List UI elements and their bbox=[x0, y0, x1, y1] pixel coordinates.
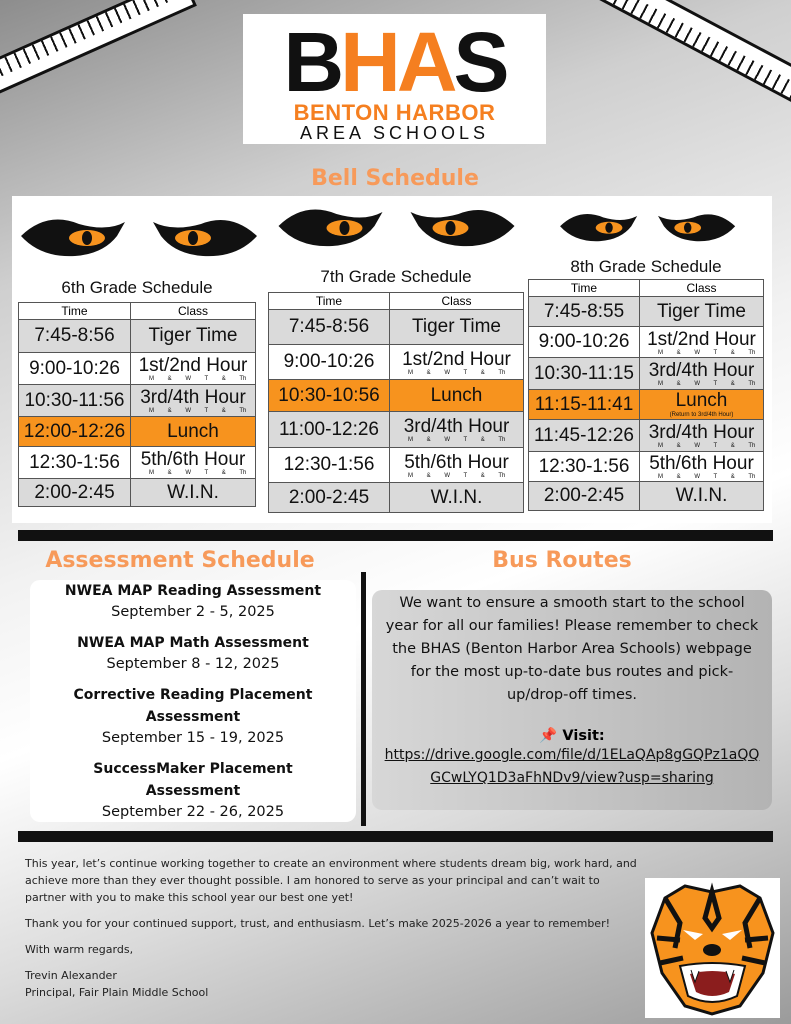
ruler-decoration-left bbox=[0, 0, 197, 99]
ruler-decoration-right bbox=[582, 0, 791, 113]
day-labels: M & W T & Th bbox=[658, 349, 756, 356]
table-row: 12:00-12:26 Lunch bbox=[19, 417, 256, 447]
bus-routes-title: Bus Routes bbox=[492, 548, 632, 573]
assessment-name: SuccessMaker Placement Assessment bbox=[93, 761, 293, 799]
table-row: 2:00-2:45 W.I.N. bbox=[19, 479, 256, 507]
bhas-logo bbox=[243, 14, 546, 144]
col-header-class: Class bbox=[390, 293, 524, 310]
col-header-class: Class bbox=[640, 280, 764, 297]
pushpin-icon: 📌 bbox=[539, 728, 558, 744]
tiger-eyes-icon bbox=[17, 206, 262, 268]
grade-6-title: 6th Grade Schedule bbox=[61, 278, 213, 297]
table-row: 11:15-11:41 Lunch (Return to 3rd/4th Hour) bbox=[529, 390, 764, 420]
table-row: 10:30-11:56 3rd/4th Hour M & W T & Th bbox=[19, 385, 256, 417]
table-row: 10:30-11:15 3rd/4th Hour M & W T & Th bbox=[529, 358, 764, 390]
letter-paragraph: This year, let’s continue working together to create an environment where students dream big, work hard, and achieve more than they ever thought possible. I am honored to serve as your principal and can’t wait to partner with you to make this school year our best one yet! bbox=[25, 857, 637, 904]
assessment-name: NWEA MAP Reading Assessment bbox=[64, 583, 322, 599]
col-header-class: Class bbox=[131, 303, 256, 320]
principal-letter bbox=[25, 855, 640, 1001]
table-row: 12:30-1:56 5th/6th Hour M & W T & Th bbox=[269, 448, 524, 483]
day-labels: M & W T & Th bbox=[658, 443, 756, 449]
vertical-divider bbox=[361, 572, 366, 826]
letter-closing: With warm regards, bbox=[25, 943, 134, 956]
grade-7-table bbox=[268, 292, 524, 513]
day-labels: M & W T & Th bbox=[149, 470, 247, 476]
logo-line-1: BENTON HARBOR bbox=[293, 100, 496, 125]
table-row: 11:00-12:26 3rd/4th Hour M & W T & Th bbox=[269, 412, 524, 448]
table-row: 12:30-1:56 5th/6th Hour M & W T & Th bbox=[19, 447, 256, 479]
table-row: 9:00-10:26 1st/2nd Hour M & W T & Th bbox=[19, 353, 256, 385]
table-row: 9:00-10:26 1st/2nd Hour M & W T & Th bbox=[269, 345, 524, 380]
grade-7-title: 7th Grade Schedule bbox=[320, 267, 472, 286]
table-row: 9:00-10:26 1st/2nd Hour M & W T & Th bbox=[529, 327, 764, 358]
assessment-date: September 8 - 12, 2025 bbox=[106, 656, 280, 672]
table-row: 11:45-12:26 3rd/4th Hour M & W T & Th bbox=[529, 420, 764, 452]
assessment-date: September 15 - 19, 2025 bbox=[101, 730, 285, 746]
grade-8-table bbox=[528, 279, 764, 511]
visit-label: 📌 Visit: bbox=[539, 728, 605, 744]
assessment-schedule-title: Assessment Schedule bbox=[45, 548, 315, 573]
day-labels: M & W T & Th bbox=[408, 369, 506, 376]
day-labels: M & W T & Th bbox=[658, 381, 756, 387]
table-row: 10:30-10:56 Lunch bbox=[269, 380, 524, 412]
table-row: 2:00-2:45 W.I.N. bbox=[529, 482, 764, 511]
divider-bar-bottom bbox=[18, 831, 773, 842]
bus-routes-link[interactable]: https://drive.google.com/file/d/1ELaQAp8gGQPz1aQQGCwLYQ1D3aFhNDv9/view?usp=sharing bbox=[384, 747, 760, 786]
table-row: 7:45-8:56 Tiger Time bbox=[269, 310, 524, 345]
day-labels: M & W T & Th bbox=[408, 437, 506, 443]
assessment-date: September 22 - 26, 2025 bbox=[101, 804, 285, 820]
principal-role: Principal, Fair Plain Middle School bbox=[25, 986, 209, 999]
tiger-eyes-icon bbox=[268, 196, 526, 258]
grade-6-table bbox=[18, 302, 256, 507]
day-labels: M & W T & Th bbox=[658, 474, 756, 480]
bus-routes-text: We want to ensure a smooth start to the school year for all our families! Please remember to check the BHAS (Benton Harbor Area Schools) webpage for the most up-to-date bus routes and pick-up/drop-off times. bbox=[385, 595, 759, 703]
tiger-mascot-icon bbox=[645, 878, 780, 1018]
lunch-note: (Return to 3rd/4th Hour) bbox=[669, 412, 734, 418]
col-header-time: Time bbox=[269, 293, 390, 310]
col-header-time: Time bbox=[529, 280, 640, 297]
logo-letters: BHAS bbox=[283, 15, 506, 109]
assessment-box bbox=[30, 580, 356, 822]
tiger-eyes-icon bbox=[528, 204, 768, 250]
day-labels: M & W T & Th bbox=[149, 376, 247, 382]
letter-paragraph: Thank you for your continued support, trust, and enthusiasm. Let’s make 2025-2026 a year to remember! bbox=[25, 917, 610, 930]
assessment-name: Corrective Reading Placement Assessment bbox=[73, 687, 313, 725]
day-labels: M & W T & Th bbox=[408, 472, 506, 479]
table-row: 12:30-1:56 5th/6th Hour M & W T & Th bbox=[529, 452, 764, 482]
table-row: 7:45-8:56 Tiger Time bbox=[19, 320, 256, 353]
bell-schedule-title: Bell Schedule bbox=[311, 166, 479, 191]
day-labels: M & W T & Th bbox=[149, 408, 247, 414]
bell-schedule-panel bbox=[12, 196, 772, 523]
bus-routes-box bbox=[372, 590, 772, 810]
divider-bar-top bbox=[18, 530, 773, 541]
principal-name: Trevin Alexander bbox=[25, 969, 117, 982]
col-header-time: Time bbox=[19, 303, 131, 320]
assessment-name: NWEA MAP Math Assessment bbox=[77, 635, 309, 651]
table-row: 7:45-8:55 Tiger Time bbox=[529, 297, 764, 327]
logo-line-2: AREA SCHOOLS bbox=[299, 123, 490, 143]
assessment-date: September 2 - 5, 2025 bbox=[111, 604, 275, 620]
grade-8-title: 8th Grade Schedule bbox=[570, 257, 722, 276]
table-row: 2:00-2:45 W.I.N. bbox=[269, 483, 524, 513]
